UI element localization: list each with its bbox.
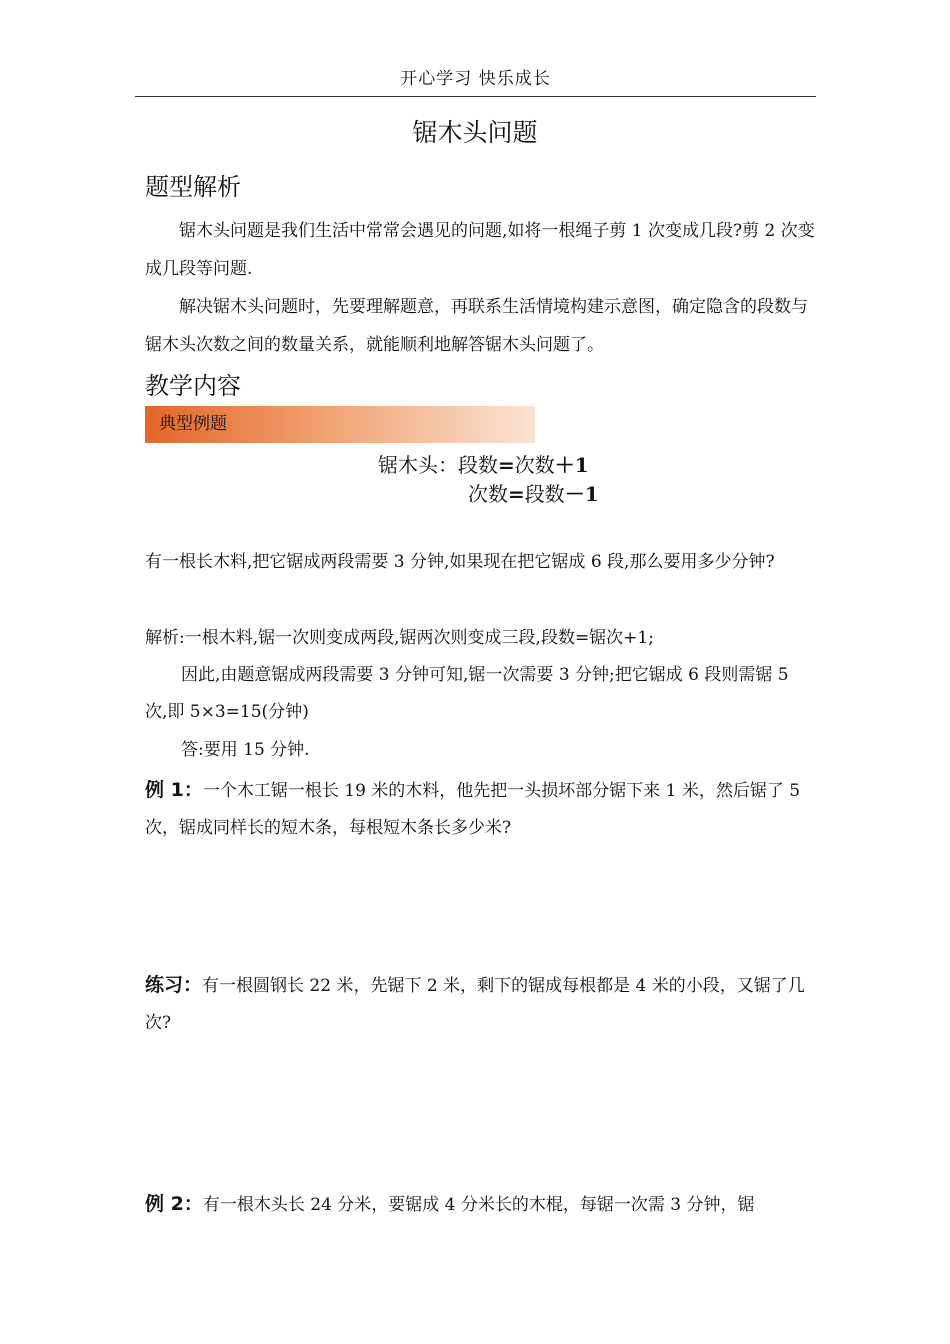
formula-minus-one: －1 [564, 482, 599, 506]
example0-reasoning: 因此,由题意锯成两段需要 3 分钟可知,锯一次需要 3 分钟;把它锯成 6 段则需锯 5 次,即 5×3=15(分钟) [145, 665, 789, 722]
example0-answer: 答:要用 15 分钟. [181, 740, 310, 760]
page-title: 锯木头问题 [412, 118, 538, 147]
example0-analysis: 解析:一根木料,锯一次则变成两段,锯两次则变成三段,段数=锯次+1; [145, 628, 654, 648]
banner-label: 典型例题 [159, 414, 227, 434]
formula-cuts: 次数 [514, 453, 555, 477]
section-heading-analysis: 题型解析 [145, 173, 241, 201]
formula-plus-one: ＋1 [554, 453, 589, 477]
practice-label: 练习： [145, 974, 203, 996]
example2-text: 有一根木头长 24 分米，要锯成 4 分米长的木棍，每锯一次需 3 分钟，锯 [202, 1195, 755, 1215]
formula-segments: 段数 [458, 453, 498, 477]
formula-cuts-2: 次数 [468, 482, 508, 506]
typical-examples-banner [145, 406, 535, 443]
page-header: 开心学习 快乐成长 [135, 62, 816, 97]
practice [145, 967, 815, 1042]
example2 [145, 1186, 815, 1224]
formula-line-1 [378, 449, 589, 478]
example0-question: 有一根长木料,把它锯成两段需要 3 分钟,如果现在把它锯成 6 段,那么要用多少分钟? [145, 552, 775, 572]
practice-text: 有一根圆钢长 22 米，先锯下 2 米，剩下的锯成每根都是 4 米的小段，又锯了几次? [145, 976, 805, 1033]
formula-prefix: 锯木头： [378, 453, 458, 477]
example1 [145, 772, 815, 847]
analysis-paragraph-1: 锯木头问题是我们生活中常常会遇见的问题,如将一根绳子剪 1 次变成几段?剪 2 次变成几段等问题. [145, 221, 815, 279]
formula-line-2 [468, 478, 599, 507]
formula-equals: = [498, 453, 515, 477]
example2-label: 例 2： [145, 1193, 203, 1215]
example1-label: 例 1： [145, 779, 203, 801]
analysis-paragraph-2: 解决锯木头问题时，先要理解题意，再联系生活情境构建示意图，确定隐含的段数与锯木头次数之间的数量关系，就能顺利地解答锯木头问题了。 [145, 297, 808, 355]
formula-equals-2: = [508, 482, 525, 506]
example1-text: 一个木工锯一根长 19 米的木料，他先把一头损坏部分锯下来 1 米，然后锯了 5 次，锯成同样长的短木条，每根短木条长多少米? [145, 781, 801, 838]
section-heading-content: 教学内容 [145, 372, 241, 400]
formula-segments-2: 段数 [524, 482, 565, 506]
